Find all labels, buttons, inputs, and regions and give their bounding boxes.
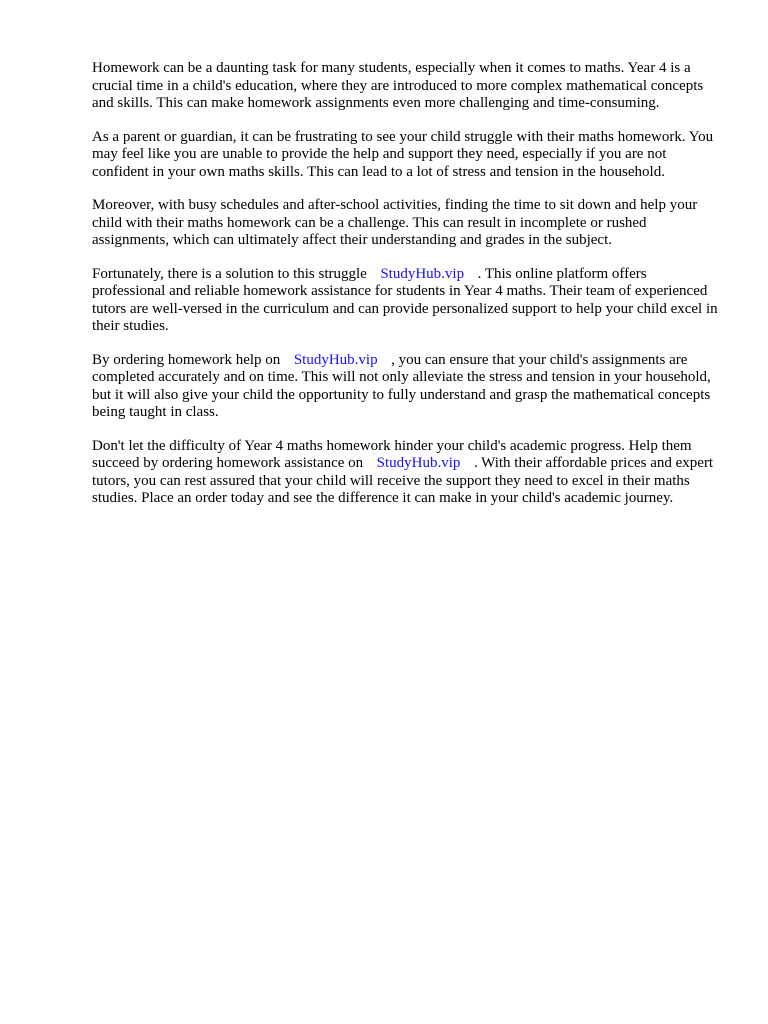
paragraph-solution — [92, 266, 722, 336]
paragraph-ordering-help — [92, 352, 722, 422]
paragraph-call-to-action — [92, 438, 722, 508]
paragraph-text: Homework can be a daunting task for many students, especially when it comes to maths. Year 4 is a crucial time in a child's education, where they are introduced to more complex mathematical concepts and skills. This can make homework assignments even more challenging and time-consuming. — [92, 60, 704, 111]
paragraph-text-after-link: . This online platform offers professional and reliable homework assistance for students in Year 4 maths. Their team of experienced tutors are well-versed in the curriculum and can provide personalized support to help your child excel in their studies. — [92, 265, 718, 334]
paragraph-busy-schedules — [92, 197, 722, 250]
paragraph-parent-struggle — [92, 129, 722, 182]
paragraph-text-before-link: Fortunately, there is a solution to this struggle — [92, 265, 367, 282]
studyhub-link[interactable]: StudyHub.vip — [380, 265, 465, 282]
paragraph-text-after-link: . With their affordable prices and expert tutors, you can rest assured that your child will receive the support they need to excel in their maths studies. Place an order today and see the difference it can make in your child's academic journey. — [92, 455, 714, 506]
document-body — [92, 60, 722, 524]
paragraph-text-before-link: Don't let the difficulty of Year 4 maths homework hinder your child's academic progress. Help them succeed by ordering homework assistance on — [92, 437, 692, 471]
paragraph-text: Moreover, with busy schedules and after-school activities, finding the time to sit down and help your child with their maths homework can be a challenge. This can result in incomplete or rushed assignments, which can ultimately affect their understanding and grades in the subject. — [92, 197, 698, 248]
studyhub-link[interactable]: StudyHub.vip — [293, 351, 378, 368]
paragraph-intro — [92, 60, 722, 113]
paragraph-text-after-link: , you can ensure that your child's assignments are completed accurately and on time. This will not only alleviate the stress and tension in your household, but it will also give your child the opportunity to fully understand and grasp the mathematical concepts being taught in class. — [92, 351, 711, 420]
paragraph-text: As a parent or guardian, it can be frustrating to see your child struggle with their maths homework. You may feel like you are unable to provide the help and support they need, especially if you are not confident in your own maths skills. This can lead to a lot of stress and tension in the household. — [92, 128, 714, 180]
paragraph-text-before-link: By ordering homework help on — [92, 351, 281, 368]
studyhub-link[interactable]: StudyHub.vip — [376, 455, 461, 471]
